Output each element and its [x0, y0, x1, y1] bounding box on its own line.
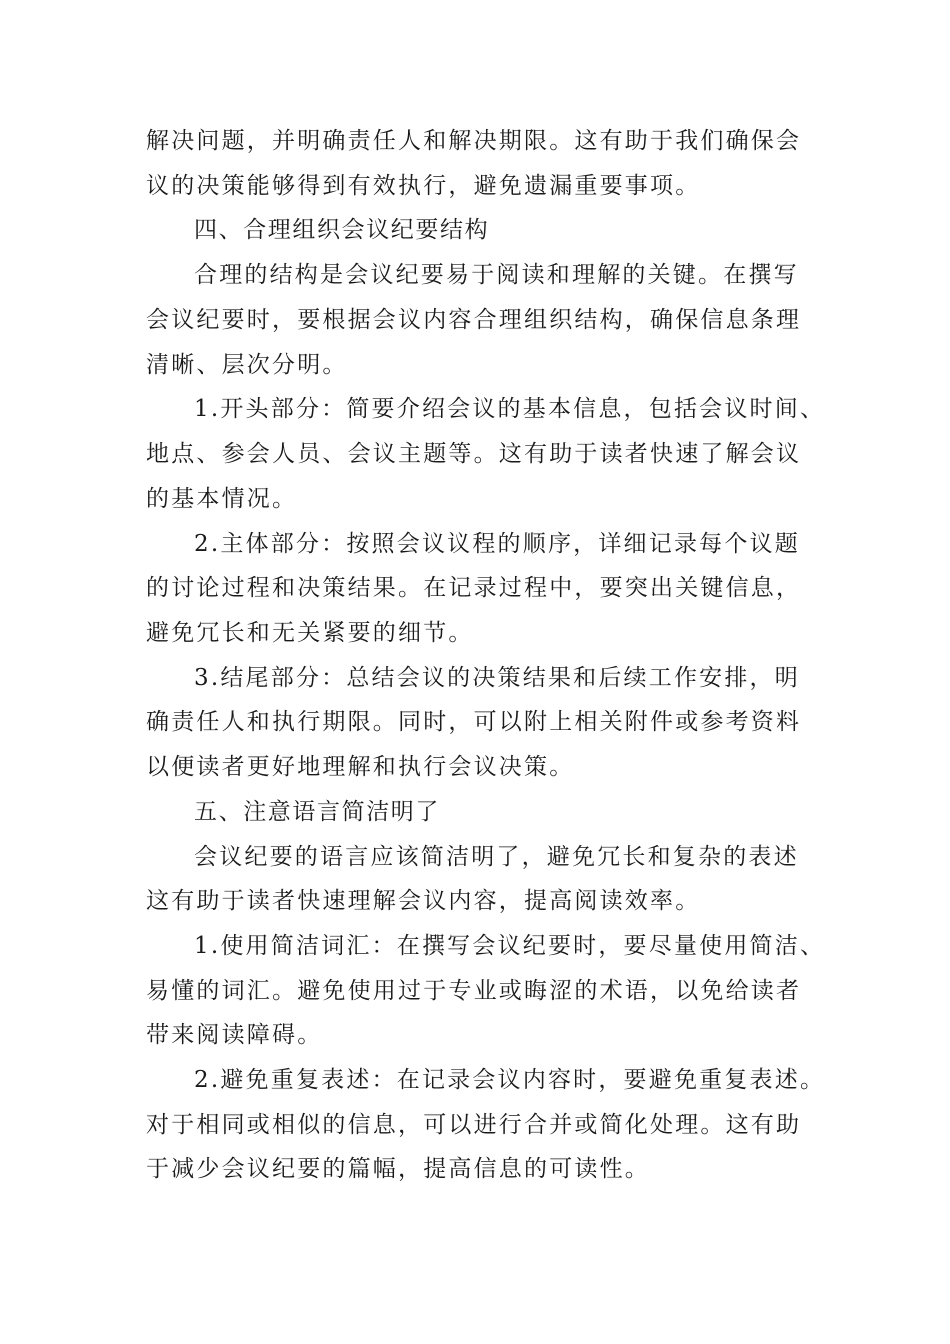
body-text-line: 清晰、层次分明。 — [146, 352, 348, 378]
body-text-line: 解决问题，并明确责任人和解决期限。这有助于我们确保会 — [146, 128, 802, 154]
body-text-line: 带来阅读障碍。 — [146, 1022, 323, 1048]
body-text-line: 易懂的词汇。避免使用过于专业或晦涩的术语，以免给读者 — [146, 978, 802, 1004]
body-text-line: 避免冗长和无关紧要的细节。 — [146, 620, 474, 646]
list-item-line: 2.避免重复表述：在记录会议内容时，要避免重复表述。 — [194, 1067, 826, 1093]
body-text-line: 这有助于读者快速理解会议内容，提高阅读效率。 — [146, 888, 701, 914]
list-item-line: 1.开头部分：简要介绍会议的基本信息，包括会议时间、 — [194, 396, 826, 422]
section-heading-4: 四、合理组织会议纪要结构 — [194, 217, 490, 243]
list-item-line: 1.使用简洁词汇：在撰写会议纪要时，要尽量使用简洁、 — [194, 933, 826, 959]
list-item-line: 3.结尾部分：总结会议的决策结果和后续工作安排，明 — [194, 665, 800, 691]
section-heading-5: 五、注意语言简洁明了 — [194, 799, 440, 825]
body-text-line: 议的决策能够得到有效执行，避免遗漏重要事项。 — [146, 173, 701, 199]
body-text-line: 合理的结构是会议纪要易于阅读和理解的关键。在撰写 — [194, 262, 799, 288]
body-text-line: 的讨论过程和决策结果。在记录过程中，要突出关键信息， — [146, 575, 802, 601]
list-item-line: 2.主体部分：按照会议议程的顺序，详细记录每个议题 — [194, 531, 800, 557]
body-text-line: 会议纪要的语言应该简洁明了，避免冗长和复杂的表述 — [194, 844, 799, 870]
body-text-line: 会议纪要时，要根据会议内容合理组织结构，确保信息条理 — [146, 307, 802, 333]
body-text-line: 确责任人和执行期限。同时，可以附上相关附件或参考资料 — [146, 709, 802, 735]
body-text-line: 的基本情况。 — [146, 486, 298, 512]
body-text-line: 以便读者更好地理解和执行会议决策。 — [146, 754, 575, 780]
body-text-line: 对于相同或相似的信息，可以进行合并或简化处理。这有助 — [146, 1112, 802, 1138]
body-text-line: 地点、参会人员、会议主题等。这有助于读者快速了解会议 — [146, 441, 802, 467]
body-text-line: 于减少会议纪要的篇幅，提高信息的可读性。 — [146, 1156, 650, 1182]
